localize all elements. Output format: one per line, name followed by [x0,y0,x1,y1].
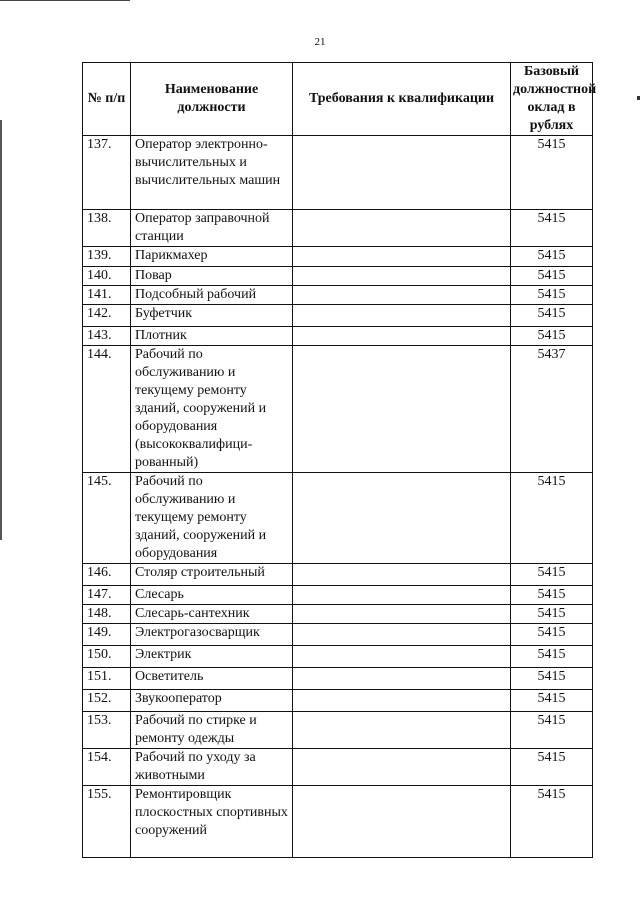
row-number: 155. [83,786,131,858]
scan-edge-left [0,120,2,540]
row-position-name: Повар [131,267,293,286]
header-salary: Базовый должностной оклад в рублях [511,63,593,136]
table-row [83,786,593,858]
row-salary: 5415 [511,786,593,858]
table-row [83,346,593,473]
row-requirements [293,605,511,624]
row-number: 144. [83,346,131,473]
row-position-name: Оператор заправочной станции [131,210,293,247]
row-position-name: Электрик [131,646,293,668]
row-requirements [293,646,511,668]
row-number: 152. [83,690,131,712]
table-body [83,136,593,858]
table-row [83,668,593,690]
header-requirements: Требования к квалификации [293,63,511,136]
row-requirements [293,624,511,646]
row-number: 139. [83,247,131,267]
row-position-name: Оператор электронно-вычислительных и вычислительных машин [131,136,293,210]
row-position-name: Плотник [131,327,293,346]
row-number: 148. [83,605,131,624]
row-salary: 5415 [511,712,593,749]
table-row [83,749,593,786]
row-position-name: Звукооператор [131,690,293,712]
row-position-name: Рабочий по уходу за животными [131,749,293,786]
row-requirements [293,473,511,564]
row-position-name: Подсобный рабочий [131,286,293,305]
row-number: 146. [83,564,131,586]
row-number: 141. [83,286,131,305]
table-row [83,624,593,646]
row-number: 153. [83,712,131,749]
row-number: 154. [83,749,131,786]
row-requirements [293,749,511,786]
row-position-name: Столяр строительный [131,564,293,586]
row-salary: 5415 [511,305,593,327]
row-requirements [293,286,511,305]
row-number: 138. [83,210,131,247]
row-salary: 5415 [511,586,593,605]
row-salary: 5415 [511,749,593,786]
row-position-name: Слесарь-сантехник [131,605,293,624]
table-row [83,646,593,668]
row-number: 149. [83,624,131,646]
table-row [83,210,593,247]
row-requirements [293,712,511,749]
table-row [83,564,593,586]
row-salary: 5415 [511,136,593,210]
positions-table [82,62,597,858]
row-salary: 5415 [511,267,593,286]
row-salary: 5415 [511,690,593,712]
row-salary: 5415 [511,624,593,646]
row-salary: 5415 [511,210,593,247]
table-row [83,473,593,564]
row-requirements [293,786,511,858]
row-position-name: Парикмахер [131,247,293,267]
row-number: 145. [83,473,131,564]
row-number: 140. [83,267,131,286]
row-position-name: Буфетчик [131,305,293,327]
row-requirements [293,247,511,267]
row-position-name: Ремонтировщик плоскостных спортивных сооружений [131,786,293,858]
row-number: 150. [83,646,131,668]
scan-edge-top [0,0,130,1]
row-number: 137. [83,136,131,210]
table-row [83,327,593,346]
table-row [83,247,593,267]
row-position-name: Слесарь [131,586,293,605]
row-number: 151. [83,668,131,690]
row-position-name: Осветитель [131,668,293,690]
row-salary: 5415 [511,605,593,624]
row-salary: 5415 [511,473,593,564]
header-position-name: Наименование должности [131,63,293,136]
row-salary: 5437 [511,346,593,473]
table-row [83,586,593,605]
table-row [83,305,593,327]
row-number: 142. [83,305,131,327]
row-salary: 5415 [511,646,593,668]
row-requirements [293,305,511,327]
row-number: 143. [83,327,131,346]
row-requirements [293,136,511,210]
table-row [83,712,593,749]
row-requirements [293,564,511,586]
table-row [83,286,593,305]
row-position-name: Рабочий по стирке и ремонту одежды [131,712,293,749]
row-requirements [293,668,511,690]
row-salary: 5415 [511,286,593,305]
table-row [83,690,593,712]
row-position-name: Рабочий по обслуживанию и текущему ремонту зданий, сооружений и оборудования (высококвалифици-рованный) [131,346,293,473]
row-requirements [293,210,511,247]
row-position-name: Рабочий по обслуживанию и текущему ремонту зданий, сооружений и оборудования [131,473,293,564]
row-requirements [293,690,511,712]
row-requirements [293,586,511,605]
table-row [83,605,593,624]
row-position-name: Электрогазосварщик [131,624,293,646]
table-header-row [83,63,593,136]
header-number: № п/п [83,63,131,136]
row-requirements [293,346,511,473]
row-salary: 5415 [511,247,593,267]
table-row [83,267,593,286]
table-row [83,136,593,210]
row-number: 147. [83,586,131,605]
row-salary: 5415 [511,327,593,346]
row-requirements [293,327,511,346]
row-requirements [293,267,511,286]
row-salary: 5415 [511,668,593,690]
page-number: 21 [314,36,326,48]
row-salary: 5415 [511,564,593,586]
